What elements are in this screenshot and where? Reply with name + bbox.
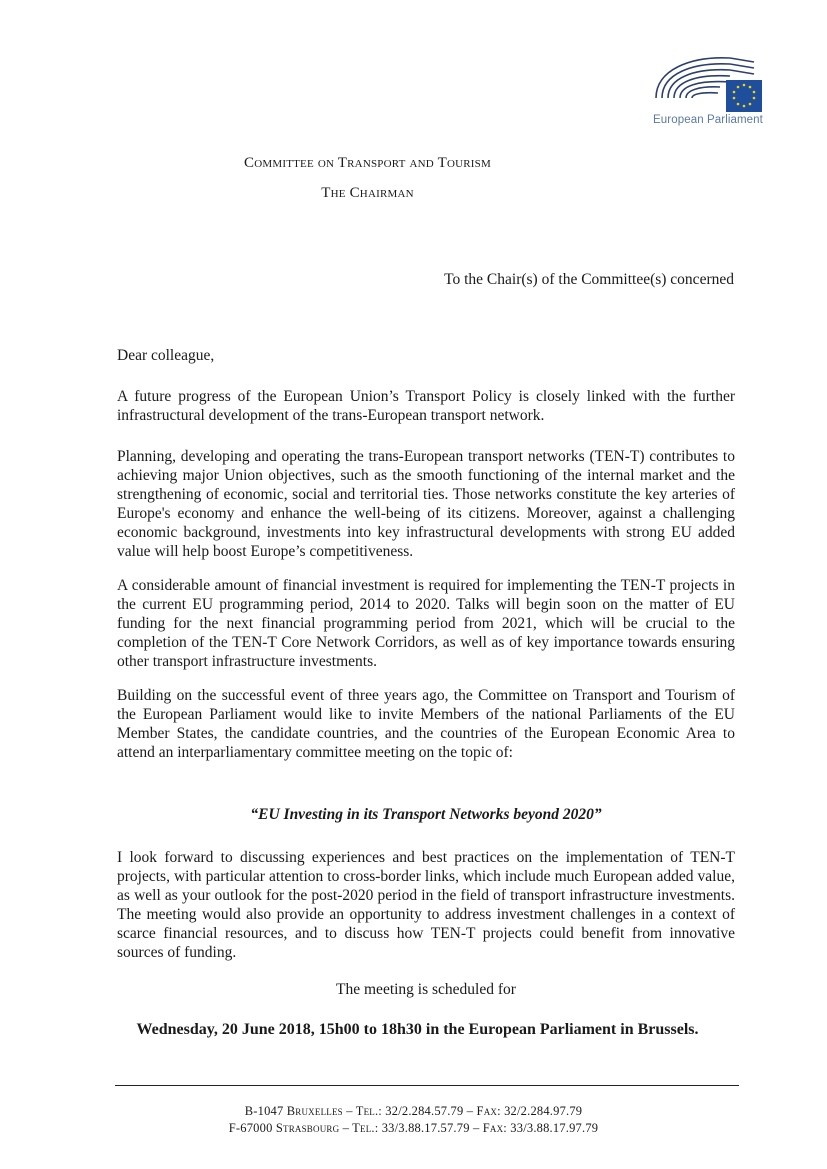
chairman-title: The Chairman bbox=[321, 185, 414, 201]
recipient-line: To the Chair(s) of the Committee(s) concerned bbox=[444, 271, 734, 288]
paragraph-4: Building on the successful event of three years ago, the Committee on Transport and Tourism of the European Parliament would like to invite Members of the national Parliaments of the EU Member States, the candidate countries, and the countries of the European Economic Area to attend an interparliamentary committee meeting on the topic of: bbox=[117, 687, 735, 761]
footer-brussels-contact: B-1047 Bruxelles – Tel.: 32/2.284.57.79 – Fax: 32/2.284.97.79 bbox=[244, 1104, 583, 1118]
meeting-details: Wednesday, 20 June 2018, 15h00 to 18h30 in the European Parliament in Brussels. bbox=[136, 1021, 699, 1038]
schedule-intro: The meeting is scheduled for bbox=[336, 981, 516, 998]
paragraph-1: A future progress of the European Union’s Transport Policy is closely linked with the further infrastructural development of the trans-European transport network. bbox=[117, 388, 735, 424]
meeting-topic: “EU Investing in its Transport Networks beyond 2020” bbox=[250, 806, 602, 823]
paragraph-5: I look forward to discussing experiences and best practices on the implementation of TEN-T projects, with particular attention to cross-border links, which include much European added value, as well as your outlook for the post-2020 period in the field of transport infrastructure investments. The meeting would also provide an opportunity to address investment challenges in a context of scarce financial resources, and to discuss how TEN-T projects could benefit from innovative sources of funding. bbox=[117, 849, 735, 961]
paragraph-2: Planning, developing and operating the trans-European transport networks (TEN-T) contributes to achieving major Union objectives, such as the smooth functioning of the internal market and the strengthening of economic, social and territorial ties. Those networks constitute the key arteries of Europe's economy and enhance the well-being of its citizens. Moreover, against a challenging economic background, investments into key infrastructural developments with strong EU added value will help boost Europe’s competitiveness. bbox=[117, 448, 735, 560]
footer-strasbourg-contact: F-67000 Strasbourg – Tel.: 33/3.88.17.57.79 – Fax: 33/3.88.17.97.79 bbox=[228, 1121, 599, 1135]
logo-text: European Parliament bbox=[653, 114, 763, 126]
greeting: Dear colleague, bbox=[117, 347, 215, 364]
paragraph-3: A considerable amount of financial investment is required for implementing the TEN-T projects in the current EU programming period, 2014 to 2020. Talks will begin soon on the matter of EU funding for the next financial programming period from 2021, which will be crucial to the completion of the TEN-T Core Network Corridors, as well as of key importance towards ensuring other transport infrastructure investments. bbox=[117, 577, 735, 670]
committee-name: Committee on Transport and Tourism bbox=[244, 155, 491, 171]
footer-divider bbox=[115, 1085, 739, 1086]
